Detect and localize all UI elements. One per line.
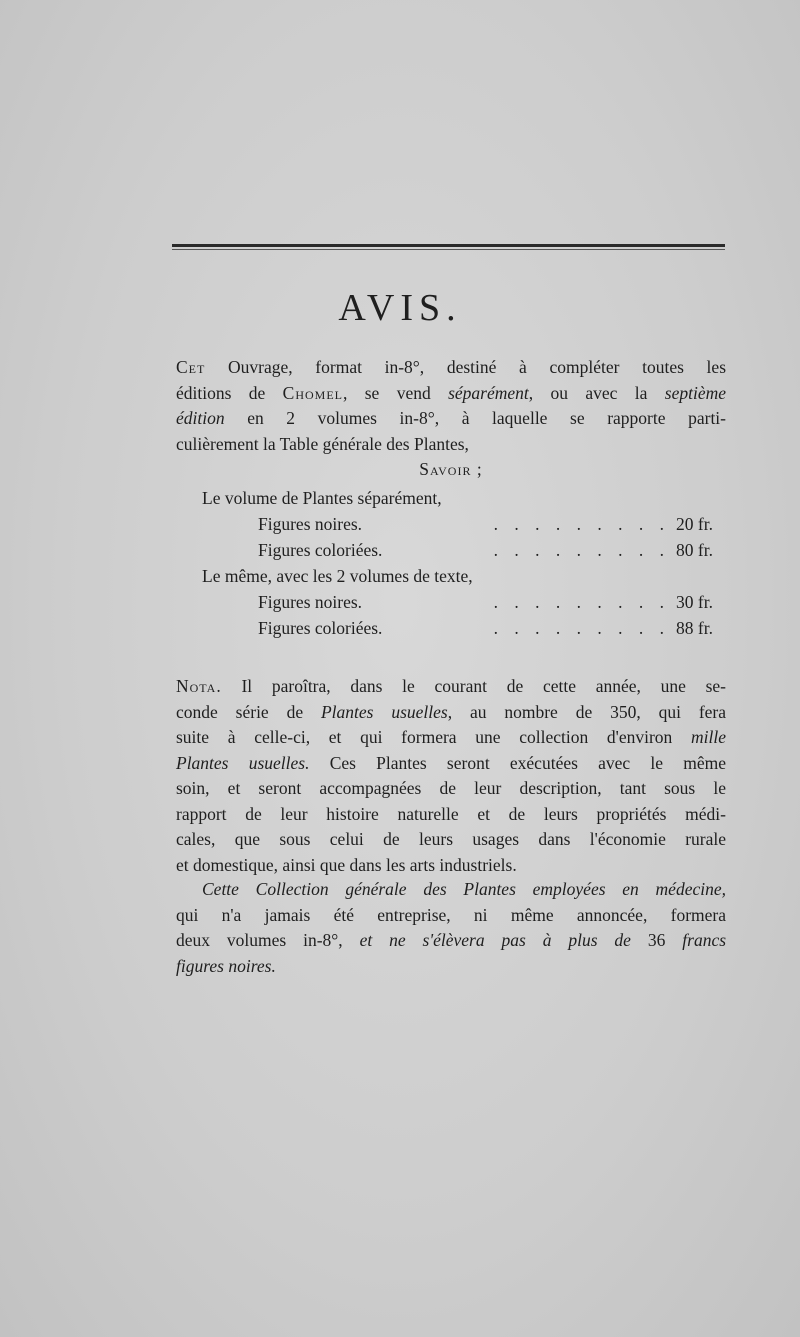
price-value: 20 fr.	[676, 514, 713, 534]
intro-line-3	[176, 406, 726, 432]
nota-line	[176, 674, 726, 700]
price-label: Figures coloriées.	[258, 618, 383, 638]
closing-italic: Cette Collection générale des Plantes employées en médecine,	[202, 879, 726, 899]
nota-italic: Plantes usuelles	[320, 701, 448, 722]
intro-line-2-c: , ou avec la	[528, 382, 648, 403]
price-leader-dots: . . . . . . . . .	[493, 618, 670, 638]
nota-line: et domestique, ainsi que dans les arts industriels.	[176, 854, 517, 875]
price-row	[176, 589, 726, 615]
price-row	[176, 511, 726, 537]
price-value: 30 fr.	[676, 592, 713, 612]
header-rule	[172, 244, 725, 247]
price-row	[176, 537, 726, 563]
closing-price: 36	[647, 930, 666, 950]
price-label: Figures noires.	[258, 514, 363, 534]
closing-line: qui n'a jamais été entreprise, ni même annoncée, formera	[176, 904, 726, 925]
closing-line	[176, 928, 726, 954]
intro-line-2-italic: séparément	[448, 382, 529, 403]
nota-line	[176, 700, 726, 726]
nota-line: rapport de leur histoire naturelle et de leurs propriétés médi-	[176, 803, 726, 824]
price-row	[176, 615, 726, 641]
savoir-label: Savoir ;	[419, 459, 483, 479]
closing-line	[176, 877, 726, 903]
price-leader-dots: . . . . . . . . .	[493, 540, 670, 560]
nota-line	[176, 751, 726, 777]
nota-text: Il paroîtra, dans le courant de cette année, une se-	[241, 676, 727, 696]
closing-italic: francs	[682, 930, 727, 950]
closing-italic: figures noires.	[176, 955, 276, 976]
intro-line-1-text: Ouvrage, format in-8°, destiné à compléter toutes les	[228, 357, 727, 377]
intro-line-1	[176, 355, 726, 381]
price-list	[176, 485, 726, 641]
intro-line-2-b: , se vend	[343, 382, 431, 403]
intro-line-2-a: éditions de	[176, 382, 266, 403]
header-rule-thin	[172, 249, 725, 250]
nota-line: soin, et seront accompagnées de leur description, tant sous le	[176, 778, 726, 798]
intro-line-3-text: en 2 volumes in-8°, à laquelle se rapporte parti-	[247, 408, 726, 428]
intro-line-4: culièrement la Table générale des Plantes,	[176, 433, 469, 454]
price-leader-dots: . . . . . . . . .	[493, 592, 670, 612]
price-heading-with-text: Le même, avec les 2 volumes de texte,	[202, 566, 473, 586]
closing-text: deux volumes in-8°,	[176, 930, 343, 950]
closing-italic: et ne s'élèvera pas à plus de	[359, 930, 631, 950]
nota-text: , au nombre de 350, qui fera	[447, 701, 727, 722]
price-heading-separate: Le volume de Plantes séparément,	[202, 488, 442, 508]
price-label: Figures noires.	[258, 592, 363, 612]
nota-line: cales, que sous celui de leurs usages dans l'économie rurale	[176, 829, 726, 849]
page-title: AVIS.	[338, 287, 462, 329]
nota-label: Nota.	[176, 676, 222, 696]
price-leader-dots: . . . . . . . . .	[493, 514, 670, 534]
nota-text: suite à celle-ci, et qui formera une collection d'environ	[176, 727, 673, 747]
price-value: 80 fr.	[676, 540, 713, 560]
closing-line	[176, 954, 726, 980]
nota-italic: mille	[691, 727, 726, 747]
intro-line-2	[176, 381, 726, 407]
closing-paragraph	[176, 877, 726, 979]
author-name: Chomel	[282, 382, 344, 403]
lead-word: Cet	[176, 357, 206, 377]
price-label: Figures coloriées.	[258, 540, 383, 560]
nota-text: Ces Plantes seront exécutées avec le même	[329, 752, 726, 773]
nota-line	[176, 725, 726, 751]
price-value: 88 fr.	[676, 618, 713, 638]
intro-line-3-italic: édition	[176, 408, 225, 428]
intro-line-2-italic-2: septième	[664, 382, 727, 403]
nota-text: conde série de	[176, 701, 304, 722]
intro-paragraph	[176, 355, 726, 483]
nota-italic: Plantes usuelles.	[176, 752, 310, 773]
nota-paragraph	[176, 674, 726, 878]
